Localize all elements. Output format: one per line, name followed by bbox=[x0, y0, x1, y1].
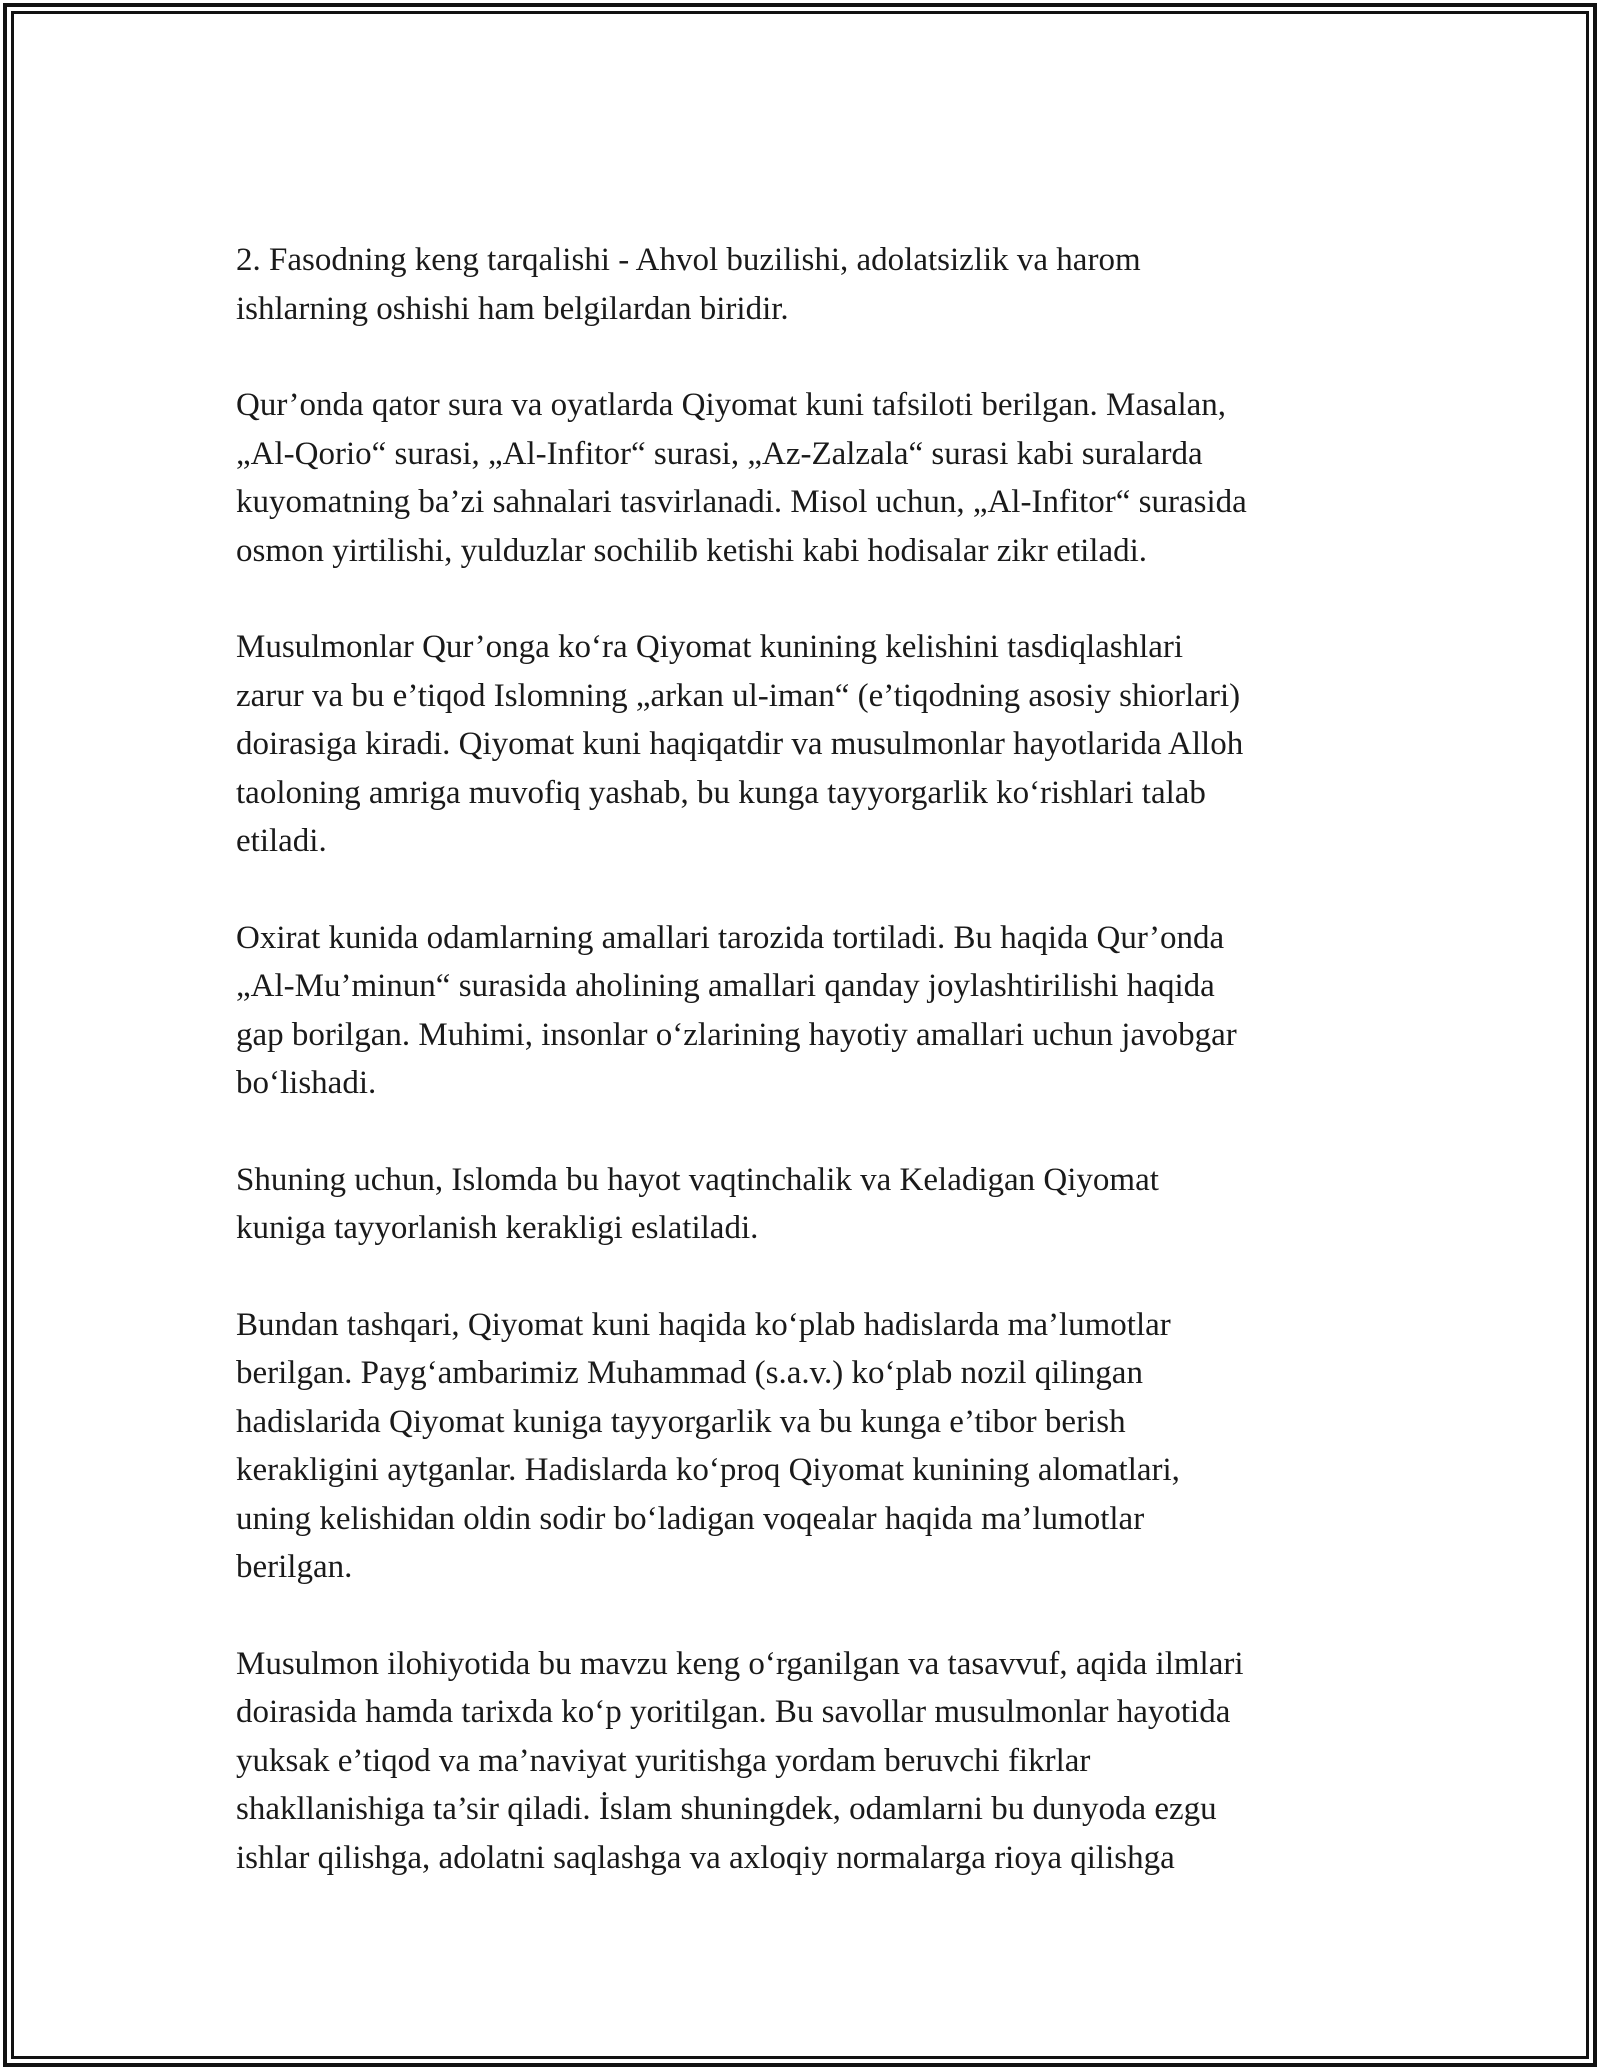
document-body bbox=[236, 236, 1376, 1930]
paragraph-fasod: 2. Fasodning keng tarqalishi - Ahvol buzilishi, adolatsizlik va harom ishlarning oshishi ham belgilardan biridir. bbox=[236, 242, 1141, 327]
paragraph-oxirat-kuni: Oxirat kunida odamlarning amallari tarozida tortiladi. Bu haqida Qur’onda „Al-Mu’minun“ surasida aholining amallari qanday joylashtirilishi haqida gap borilgan. Muhimi, insonlar o‘zlarining hayotiy amallari uchun javobgar bo‘lishadi. bbox=[236, 919, 1237, 1101]
paragraph-quron-suralar: Qur’onda qator sura va oyatlarda Qiyomat kuni tafsiloti berilgan. Masalan, „Al-Qorio“ surasi, „Al-Infitor“ surasi, „Az-Zalzala“ surasi kabi suralarda kuyomatning ba’zi sahnalari tasvirlanadi. Misol uchun, „Al-Infitor“ surasida osmon yirtilishi, yulduzlar sochilib ketishi kabi hodisalar zikr etiladi. bbox=[236, 387, 1247, 569]
paragraph-hayot-vaqtinchalik: Shuning uchun, Islomda bu hayot vaqtinchalik va Keladigan Qiyomat kuniga tayyorlanish kerakligi eslatiladi. bbox=[236, 1161, 1159, 1246]
paragraph-hadislar: Bundan tashqari, Qiyomat kuni haqida ko‘plab hadislarda ma’lumotlar berilgan. Payg‘ambarimiz Muhammad (s.a.v.) ko‘plab nozil qilingan hadislarida Qiyomat kuniga tayyorgarlik va bu kunga e’tibor berish kerakligini aytganlar. Hadislarda ko‘proq Qiyomat kunining alomatlari, uning kelishidan oldin sodir bo‘ladigan voqealar haqida ma’lumotlar berilgan. bbox=[236, 1306, 1180, 1585]
paragraph-arkan-ul-iman: Musulmonlar Qur’onga ko‘ra Qiyomat kunining kelishini tasdiqlashlari zarur va bu e’tiqod Islomning „arkan ul-iman“ (e’tiqodning asosiy shiorlari) doirasiga kiradi. Qiyomat kuni haqiqatdir va musulmonlar hayotlarida Alloh taoloning amriga muvofiq yashab, bu kunga tayyorgarlik ko‘rishlari talab etiladi. bbox=[236, 629, 1244, 859]
paragraph-ilohiyot: Musulmon ilohiyotida bu mavzu keng o‘rganilgan va tasavvuf, aqida ilmlari doirasida hamda tarixda ko‘p yoritilgan. Bu savollar musulmonlar hayotida yuksak e’tiqod va ma’naviyat yuritishga yordam beruvchi fikrlar shakllanishiga ta’sir qiladi. İslam shuningdek, odamlarni bu dunyoda ezgu ishlar qilishga, adolatni saqlashga va axloqiy normalarga rioya qilishga bbox=[236, 1645, 1244, 1876]
